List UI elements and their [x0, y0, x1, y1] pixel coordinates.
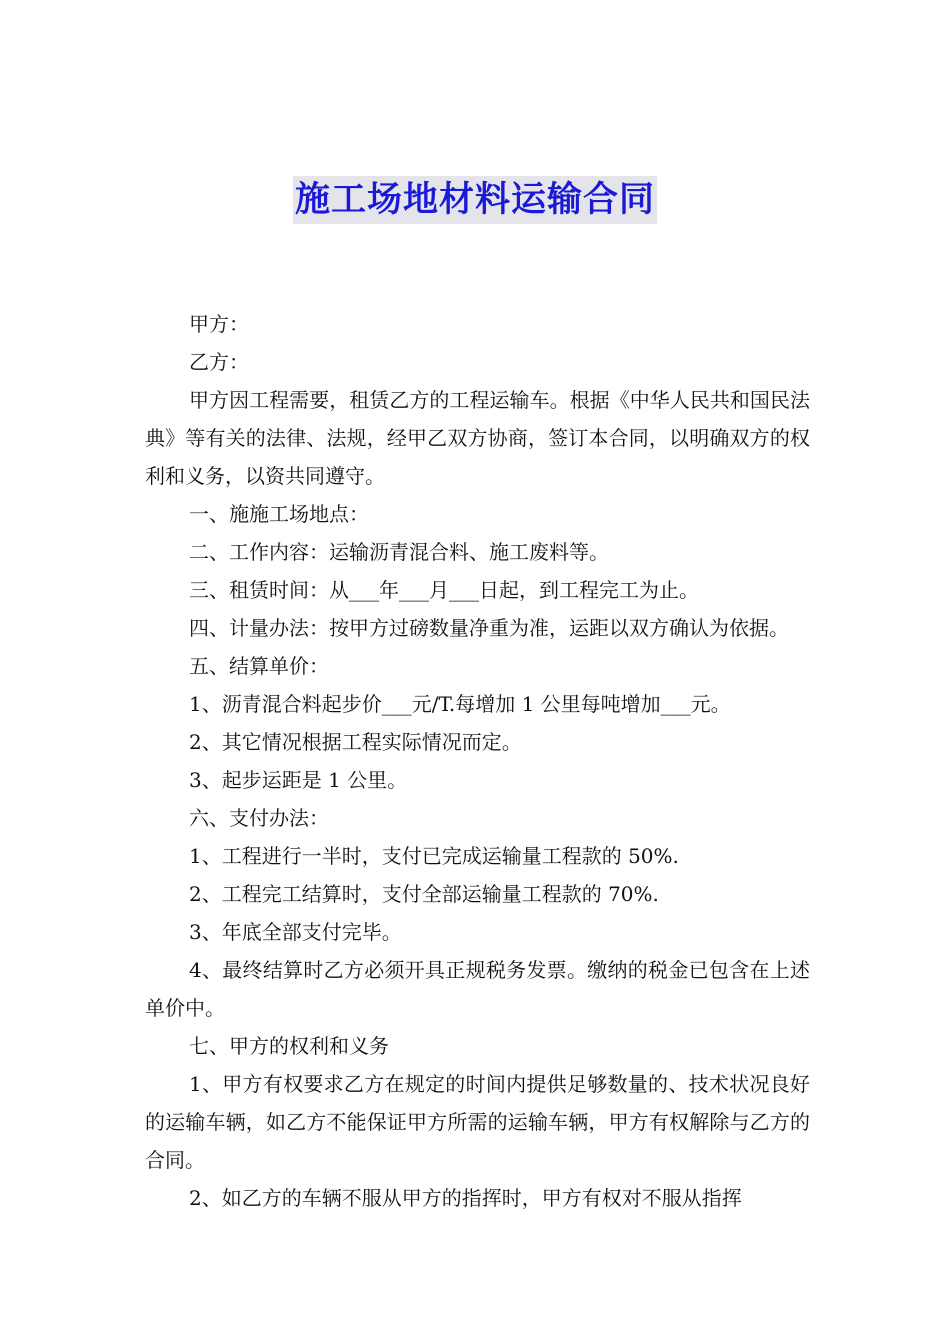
rights-item-1: 1、甲方有权要求乙方在规定的时间内提供足够数量的、技术状况良好的运输车辆，如乙方不能保证甲方所需的运输车辆，甲方有权解除与乙方的合同。	[145, 1072, 810, 1172]
settlement-item-1: 1、沥青混合料起步价___元/T.每增加 1 公里每吨增加___元。	[189, 692, 731, 716]
payment-item-4: 4、最终结算时乙方必须开具正规税务发票。缴纳的税金已包含在上述单价中。	[145, 958, 810, 1020]
title-container	[0, 176, 950, 224]
party-b-line: 乙方：	[189, 350, 249, 374]
payment-item-3: 3、年底全部支付完毕。	[189, 920, 402, 944]
settlement-item-3: 3、起步运距是 1 公里。	[189, 768, 408, 792]
document-body	[145, 305, 810, 1217]
clause-site-location: 一、施施工场地点：	[189, 502, 369, 526]
payment-item-2: 2、工程完工结算时，支付全部运输量工程款的 70%.	[189, 882, 659, 906]
clause-payment: 六、支付办法：	[189, 806, 329, 830]
party-a-line: 甲方：	[189, 312, 249, 336]
document-title: 施工场地材料运输合同	[293, 176, 657, 224]
rights-item-2: 2、如乙方的车辆不服从甲方的指挥时，甲方有权对不服从指挥	[189, 1186, 742, 1210]
clause-work-content: 二、工作内容：运输沥青混合料、施工废料等。	[189, 540, 609, 564]
settlement-item-2: 2、其它情况根据工程实际情况而定。	[189, 730, 522, 754]
payment-item-1: 1、工程进行一半时，支付已完成运输量工程款的 50%.	[189, 844, 679, 868]
preamble-paragraph: 甲方因工程需要，租赁乙方的工程运输车。根据《中华人民共和国民法典》等有关的法律、法规，经甲乙双方协商，签订本合同，以明确双方的权利和义务，以资共同遵守。	[145, 388, 810, 488]
clause-settlement-price: 五、结算单价：	[189, 654, 329, 678]
clause-measurement: 四、计量办法：按甲方过磅数量净重为准，运距以双方确认为依据。	[189, 616, 789, 640]
clause-party-a-rights: 七、甲方的权利和义务	[189, 1034, 389, 1058]
clause-lease-period: 三、租赁时间：从___年___月___日起，到工程完工为止。	[189, 578, 699, 602]
